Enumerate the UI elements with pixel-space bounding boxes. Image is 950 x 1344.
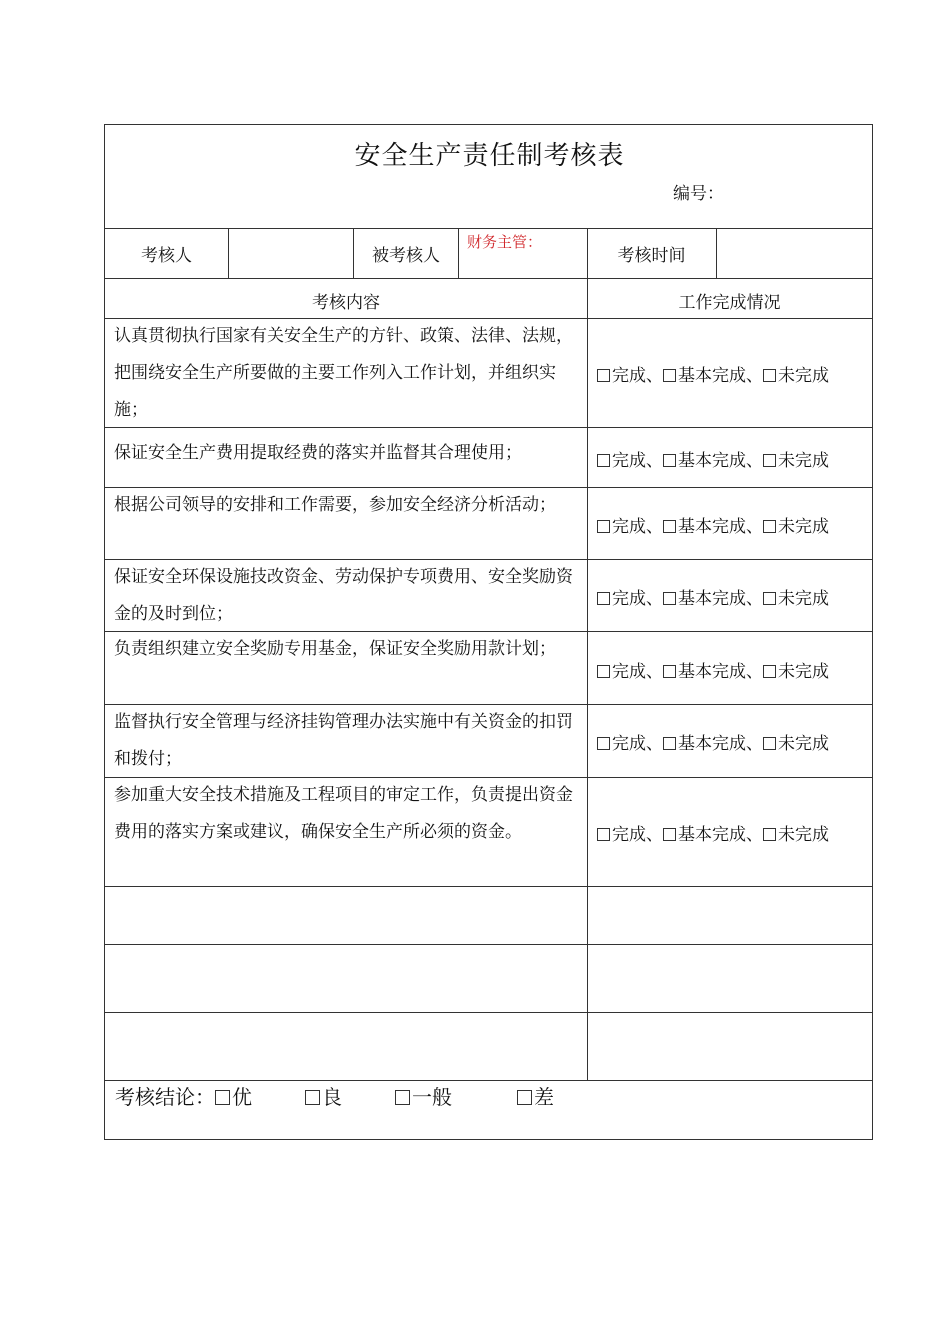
divider [105,886,872,887]
checkbox-icon[interactable] [763,520,776,533]
conclusion-option[interactable]: 良 [305,1081,395,1110]
conclusion-option[interactable]: 优 [215,1081,305,1110]
checkbox-icon[interactable] [597,592,610,605]
item-content: 保证安全环保设施技改资金、劳动保护专项费用、安全奖励资金的及时到位； [114,567,573,624]
divider [105,278,872,279]
form-title: 安全生产责任制考核表 [354,141,625,171]
checkbox-icon[interactable] [597,737,610,750]
item-content: 根据公司领导的安排和工作需要，参加安全经济分析活动； [114,495,556,515]
checkbox-icon[interactable] [763,665,776,678]
divider [587,228,588,1080]
conclusion-label: 考核结论： [115,1085,215,1109]
item-status: 完成、 基本完成、 未完成 [597,820,872,845]
assessee-label: 被考核人 [372,246,440,266]
checkbox-icon[interactable] [763,454,776,467]
checkbox-icon[interactable] [597,520,610,533]
checkbox-icon[interactable] [663,665,676,678]
divider [716,228,717,278]
item-status: 完成、 基本完成、 未完成 [597,361,872,386]
serial-number-label: 编号： [673,184,724,204]
conclusion-option[interactable]: 差 [517,1081,554,1110]
assessment-time-label: 考核时间 [617,246,686,266]
item-status: 完成、 基本完成、 未完成 [597,446,872,471]
assessment-form [104,124,873,1140]
divider [105,944,872,945]
checkbox-icon[interactable] [597,828,610,841]
item-content: 参加重大安全技术措施及工程项目的审定工作，负责提出资金费用的落实方案或建议，确保安全生产所必须的资金。 [114,785,573,842]
checkbox-icon[interactable] [305,1090,320,1105]
item-content: 认真贯彻执行国家有关安全生产的方针、政策、法律、法规，把围绕安全生产所要做的主要工作列入工作计划，并组织实施； [114,326,573,420]
checkbox-icon[interactable] [663,454,676,467]
item-content: 监督执行安全管理与经济挂钩管理办法实施中有关资金的扣罚和拨付； [114,712,573,769]
assessee-value: 财务主管： [467,233,543,251]
checkbox-icon[interactable] [395,1090,410,1105]
divider [105,1012,872,1013]
item-status: 完成、 基本完成、 未完成 [597,584,872,609]
item-status: 完成、 基本完成、 未完成 [597,729,872,754]
checkbox-icon[interactable] [663,369,676,382]
item-content: 负责组织建立安全奖励专用基金，保证安全奖励用款计划； [114,639,556,659]
checkbox-icon[interactable] [517,1090,532,1105]
checkbox-icon[interactable] [663,737,676,750]
divider [105,228,872,229]
checkbox-icon[interactable] [763,592,776,605]
checkbox-icon[interactable] [763,828,776,841]
item-status: 完成、 基本完成、 未完成 [597,512,872,537]
checkbox-icon[interactable] [663,520,676,533]
checkbox-icon[interactable] [597,665,610,678]
item-status: 完成、 基本完成、 未完成 [597,657,872,682]
divider [228,228,229,278]
item-content: 保证安全生产费用提取经费的落实并监督其合理使用； [114,443,522,463]
checkbox-icon[interactable] [663,592,676,605]
checkbox-icon[interactable] [215,1090,230,1105]
conclusion [115,1081,554,1110]
conclusion-option[interactable]: 一般 [395,1081,517,1110]
divider [458,228,459,278]
column-header-content: 考核内容 [312,293,380,313]
column-header-status: 工作完成情况 [678,293,781,313]
checkbox-icon[interactable] [763,737,776,750]
assessor-label: 考核人 [141,246,192,266]
checkbox-icon[interactable] [763,369,776,382]
checkbox-icon[interactable] [663,828,676,841]
checkbox-icon[interactable] [597,369,610,382]
checkbox-icon[interactable] [597,454,610,467]
